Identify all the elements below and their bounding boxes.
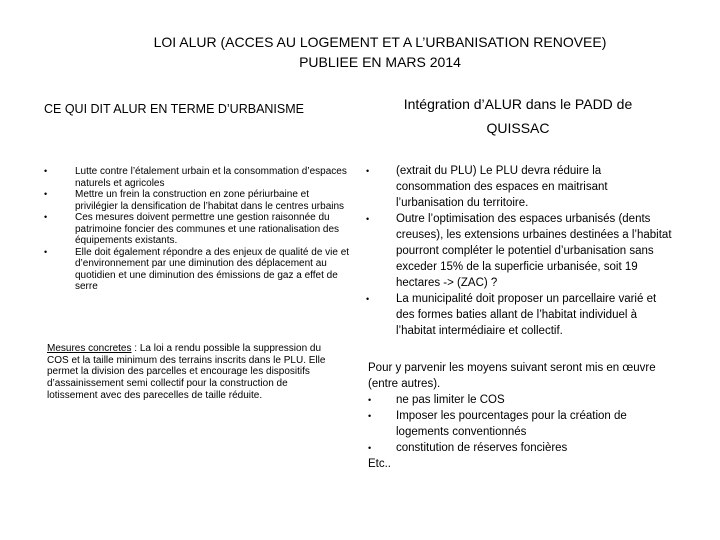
page-title <box>100 32 660 72</box>
title-line-2: PUBLIEE EN MARS 2014 <box>299 54 461 70</box>
bullet-icon: • <box>44 246 48 257</box>
list-item-text: constitution de réserves foncières <box>396 442 568 454</box>
list-item <box>44 166 354 189</box>
list-item-text: Ces mesures doivent permettre une gestion raisonnée du patrimoine foncier des communes et une rationalisation des équipements existants. <box>75 212 340 246</box>
mesures-text: : La loi a rendu possible la suppression du COS et la taille minimum des terrains inscrits dans le PLU. Elle permet la division des parcelles et encourage les dispositifs d’assainissement semi collectif pour la construction de lotissement avec des parecelles de taille réduite. <box>47 343 326 401</box>
left-column-heading: CE QUI DIT ALUR EN TERME D’URBANISME <box>44 102 304 116</box>
title-line-1: LOI ALUR (ACCES AU LOGEMENT ET A L’URBANISATION RENOVEE) <box>153 34 607 50</box>
bullet-icon: • <box>368 443 372 453</box>
list-item <box>366 163 676 211</box>
list-item-text: Imposer les pourcentages pour la création de logements conventionnés <box>396 410 627 438</box>
list-item <box>44 247 354 293</box>
moyens-intro: Pour y parvenir les moyens suivant seront mis en œuvre (entre autres). <box>368 362 656 390</box>
right-heading-line-1: Intégration d’ALUR dans le PADD de <box>403 96 633 112</box>
bullet-icon: • <box>44 189 48 199</box>
list-item-text: Outre l’optimisation des espaces urbanisés (dents creuses), les extensions urbaines destinées a l’habitat pourront compléter le potentiel d’urbanisation sans exceder 15% de la superficie urbanisée, soit 19 hectares -> (ZAC) ? <box>396 213 672 289</box>
list-item <box>366 211 676 291</box>
etc-text: Etc.. <box>368 458 392 470</box>
bullet-icon: • <box>366 214 370 224</box>
right-bullet-list <box>366 163 676 339</box>
list-item-text: La municipalité doit proposer un parcellaire varié et des formes baties allant de l’habitat individuel à l’habitat intermédiaire et collectif. <box>396 293 657 337</box>
left-bullet-list <box>44 166 354 293</box>
list-item <box>368 392 668 408</box>
moyens-section <box>368 360 668 472</box>
list-item <box>368 440 668 456</box>
list-item-text: Lutte contre l’étalement urbain et la consommation d’espaces naturels et agricoles <box>75 166 347 189</box>
list-item-text: Elle doit également répondre a des enjeux de qualité de vie et d’environnement par une diminution des déplacement au quotidien et une diminution des émissions de gaz a effet de serre <box>75 246 350 292</box>
list-item <box>44 212 354 247</box>
bullet-icon: • <box>44 166 48 176</box>
bullet-icon: • <box>366 166 370 176</box>
list-item-text: Mettre un frein la construction en zone périurbaine et privilégier la densification de l’habitat dans le centres urbains <box>75 189 345 212</box>
mesures-concretes-paragraph <box>47 343 337 402</box>
list-item <box>368 408 668 440</box>
bullet-icon: • <box>368 395 372 405</box>
list-item-text: (extrait du PLU) Le PLU devra réduire la consommation des espaces en maitrisant l’urbanisation du territoire. <box>396 165 608 209</box>
right-column-heading <box>368 92 668 140</box>
list-item <box>44 189 354 212</box>
list-item <box>366 291 676 339</box>
bullet-icon: • <box>44 212 48 222</box>
bullet-icon: • <box>366 294 370 304</box>
bullet-icon: • <box>368 411 372 421</box>
mesures-label: Mesures concretes <box>47 343 132 354</box>
right-heading-line-2: QUISSAC <box>486 120 550 136</box>
list-item-text: ne pas limiter le COS <box>396 394 505 406</box>
